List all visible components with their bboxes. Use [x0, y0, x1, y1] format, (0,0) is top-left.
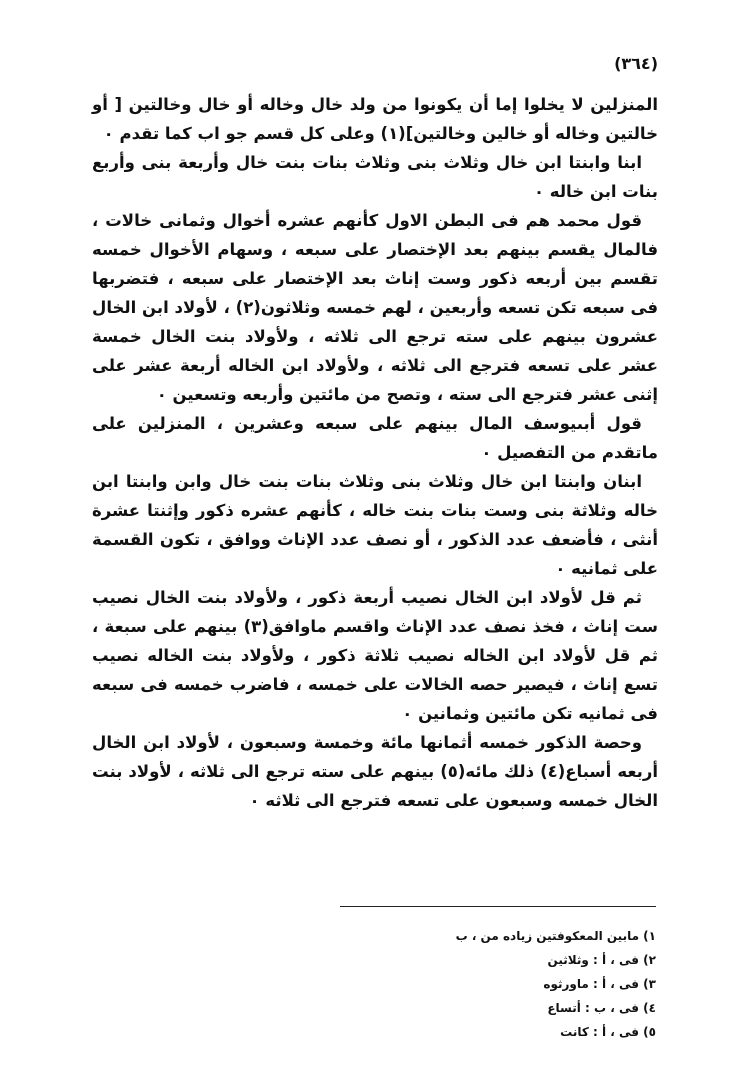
footnotes	[340, 924, 656, 1044]
footnote-item: ٣) فى ، أ : ماورثوه	[543, 977, 656, 991]
paragraph: ابنان وابنتا ابن خال وثلاث بنى وثلاث بنات بنت خال وابن وابنتا ابن خاله وثلاثة بنى وست بنات بنت خاله ، كأنهم عشره ذكور وإثنتا عشرة أنثى ، فأضعف عدد الذكور ، أو نصف عدد الإناث ووافق ، تكون القسمة على ثمانيه ٠	[92, 472, 658, 578]
footnote-item: ٤) فى ، ب : أتساع	[547, 1001, 656, 1015]
footnote-item: ١) مابين المعكوفتين زياده من ، ب	[455, 929, 656, 943]
body-text	[92, 90, 658, 815]
paragraph: قول أبىيوسف المال بينهم على سبعه وعشرين ، المنزلين على ماتقدم من التفصيل ٠	[92, 414, 658, 462]
paragraph: قول محمد هم فى البطن الاول كأنهم عشره أخوال وثمانى خالات ، فالمال يقسم بينهم بعد الإختصار على سبعه ، وسهام الأخوال خمسه تقسم بين أربعه ذكور وست إناث بعد الإختصار على سبعه ، فتضربها فى سبعه تكن تسعه وأربعين ، لهم خمسه وثلاثون(٢) ، لأولاد ابن الخال عشرون بينهم على سته ترجع الى ثلاثه ، ولأولاد بنت الخال خمسة عشر على تسعه فترجع الى ثلاثه ، ولأولاد ابن الخاله أربعة عشر على إثنى عشر فترجع الى سته ، وتصح من مائتين وأربعه وتسعين ٠	[92, 211, 659, 404]
footnote-item: ٢) فى ، أ : وثلاثين	[547, 953, 656, 967]
page-number: (٣٦٤)	[614, 54, 658, 73]
paragraph: ثم قل لأولاد ابن الخال نصيب أربعة ذكور ، ولأولاد بنت الخال نصيب ست إناث ، فخذ نصف عدد الإناث واقسم ماوافق(٣) بينهم على سبعة ، ثم قل لأولاد ابن الخاله نصيب ثلاثة ذكور ، ولأولاد بنت الخاله نصيب تسع إناث ، فيصير حصه الخالات على خمسه ، فاضرب خمسه فى سبعه فى ثمانيه تكن مائتين وثمانين ٠	[92, 588, 659, 723]
paragraph: المنزلين لا يخلوا إما أن يكونوا من ولد خال وخاله أو خال وخالتين [ أو خالتين وخاله أو خالين وخالتين](١) وعلى كل قسم جو اب كما تقدم ٠	[92, 95, 658, 143]
footnote-item: ٥) فى ، أ : كانت	[560, 1025, 656, 1039]
paragraph: ابنا وابنتا ابن خال وثلاث بنى وثلاث بنات بنت خال وأربعة بنى وأربع بنات ابن خاله ٠	[92, 153, 658, 201]
footnote-divider	[340, 906, 656, 907]
paragraph: وحصة الذكور خمسه أثمانها مائة وخمسة وسبعون ، لأولاد ابن الخال أربعه أسباع(٤) ذلك مائه(٥) بينهم على سته ترجع الى ثلاثه ، لأولاد بنت الخال خمسه وسبعون على تسعه فترجع الى ثلاثه ٠	[92, 733, 658, 810]
